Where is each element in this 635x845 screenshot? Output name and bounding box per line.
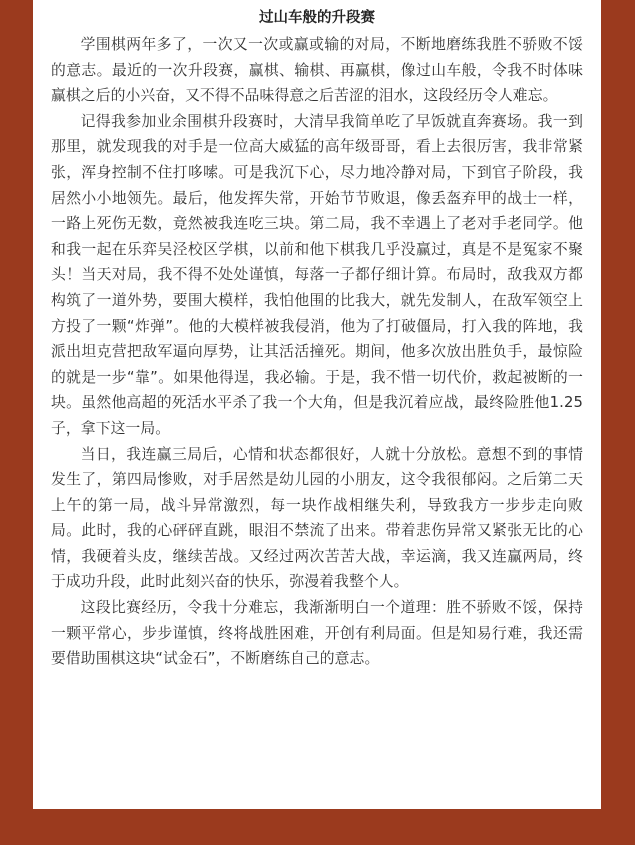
article-sheet (33, 0, 601, 809)
paragraph-2: 记得我参加业余围棋升段赛时，大清早我简单吃了早饭就直奔赛场。我一到那里，就发现我的对手是一位高大威猛的高年级哥哥，看上去很厉害，我非常紧张，浑身控制不住打哆嗦。可是我沉下心，尽力地冷静对局，下到官子阶段，我居然小小地领先。最后，他发挥失常，开始节节败退，像丢盔弃甲的战士一样，一路上死伤无数，竟然被我连吃三块。第二局，我不幸遇上了老对手老同学。他和我一起在乐弈吴泾校区学棋，以前和他下棋我几乎没赢过，真是不是冤家不聚头！当天对局，我不得不处处谨慎，每落一子都仔细计算。布局时，敌我双方都构筑了一道外势，要围大模样，我怕他围的比我大，就先发制人，在敌军领空上方投了一颗“炸弹”。他的大模样被我侵消，他为了打破僵局，打入我的阵地，我派出坦克营把敌军逼向厚势，让其活活撞死。期间，他多次放出胜负手，最惊险的就是一步“靠”。如果他得逞，我必输。于是，我不惜一切代价，救起被断的一块。虽然他高超的死活水平杀了我一个大角，但是我沉着应战，最终险胜他1.25子，拿下这一局。 (51, 112, 583, 437)
paragraph-3: 当日，我连赢三局后，心情和状态都很好，人就十分放松。意想不到的事情发生了，第四局惨败，对手居然是幼儿园的小朋友，这令我很郁闷。之后第二天上午的第一局，战斗异常激烈，每一块作战相继失利，导致我方一步步走向败局。此时，我的心砰砰直跳，眼泪不禁流了出来。带着悲伤异常又紧张无比的心情，我硬着头皮，继续苦战。又经过两次苦苦大战，幸运滴，我又连赢两局，终于成功升段，此时此刻兴奋的快乐，弥漫着我整个人。 (51, 445, 583, 591)
paragraph-4: 这段比赛经历，令我十分难忘，我渐渐明白一个道理：胜不骄败不馁，保持一颗平常心，步步谨慎，终将战胜困难，开创有利局面。但是知易行难，我还需要借助围棋这块“试金石”，不断磨练自己的意志。 (51, 599, 583, 668)
article-title: 过山车般的升段赛 (259, 10, 375, 26)
paragraph-1: 学围棋两年多了，一次又一次或赢或输的对局，不断地磨练我胜不骄败不馁的意志。最近的一次升段赛，赢棋、输棋、再赢棋，像过山车般，令我不时体味赢棋之后的小兴奋，又不得不品味得意之后苦涩的泪水，这段经历令人难忘。 (51, 36, 583, 105)
